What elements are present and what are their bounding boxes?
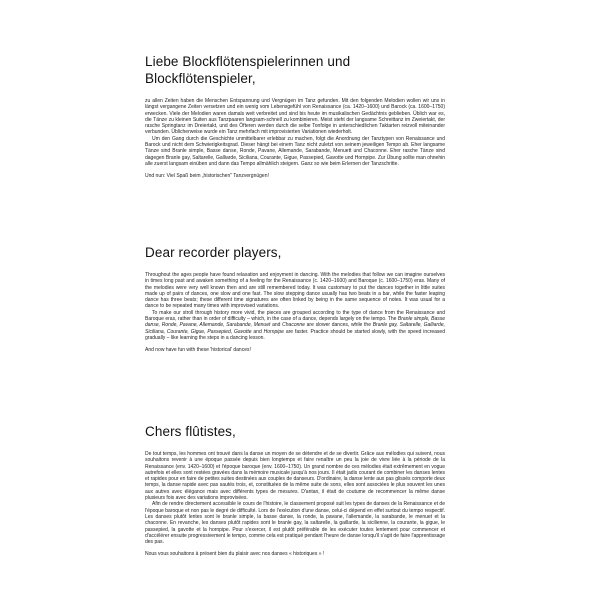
german-closing: Und nun: Viel Spaß beim „historischen" Tanzvergnügen! [145, 173, 269, 180]
english-p2-chaconne: Chaconne [282, 322, 305, 329]
english-p2-text-c: are slower dances, while the [304, 322, 373, 329]
english-paragraph-1: Throughout the ages people have found relaxation and enjoyment in dancing. With the melodies that follow we can imagine ourselves in times long past and awaken something of a feeling for the Renaissance (c. 1420–1600) and Baroque (c. 1600–1750) eras. Many of the melodies were very well known then and are still remembered today. It was customary to put the dances together in little suites made up of pairs of dances, one slow and one fast. The slow stepping dance usually has two beats in a bar, while the faster leaping dance has three beats; these different time signatures are often linked by being in the same sequence of notes. It was usual for a dance to be repeated many times with improvised variations. [145, 272, 445, 310]
french-paragraph-1: De tout temps, les hommes ont trouvé dans la danse un moyen de se détendre et de se divertir. Grâce aux mélodies qui suivent, nous souhaitons revenir à une époque passée depuis bien longtemps et faire renaître un peu la joie de vivre liée à la période de la Renaissance (env. 1420–1600) et l'époque baroque (env. 1600–1750). Un grand nombre de ces mélodies était extrêmement en vogue autrefois et elles sont restées gravées dans la mémoire musicale jusqu'à nos jours. Il était jadis courant de combiner les danses lentes et rapides pour en faire de petites suites destinées aux couples de danseurs. D'ordinaire, la danse lente aux pas glissés comporte deux temps, la danse rapide avec pas sautés trois, et, constituées de la même suite de sons, elles sont associées le plus souvent les unes aux autres avec élégance mais avec différents types de mesures. D'antan, il était de coutume de recommencer la même danse plusieurs fois avec des variations improvisées. [145, 451, 445, 502]
french-heading: Chers flûtistes, [145, 424, 236, 439]
german-paragraph-2: Um den Gang durch die Geschichte unmittelbarer erlebbar zu machen, folgt die Anordnung der Tanztypen von Renaissance und Barock und nicht dem Schwierigkeitsgrad. Dieser hängt bei einem Tanz nicht zuletzt von seinem jeweiligen Tempo ab. Eher langsame Tänze sind Branle simple, Basse danse, Ronde, Pavane, Allemande, Sarabande, Menuett und Chaconne. Eher rasche Tänze sind dagegen Branle gay, Saltarelle, Galliarde, Siciliana, Courante, Gigue, Passepied, Gavotte und Hornpipe. Zur Übung sollte man ohnehin alle zuerst langsam einüben und dann das Tempo allmählich steigern. Ganz so wie beim Erlernen der Tanzschritte. [145, 135, 445, 167]
english-p2-text-a: To make our stroll through history more vivid, the pieces are grouped according to the type of dance from the Renaissance and Baroque eras, rather than in order of difficulty – which, in the case of a dance, depends largely on the tempo. The [145, 309, 445, 323]
english-section [145, 244, 445, 354]
french-paragraph-2: Afin de rendre directement accessible le cours de l'histoire, le classement proposé suit les types de danses de la Renaissance et de l'époque baroque et non pas le degré de difficulté. Lors de l'exécution d'une danse, celui-ci dépend en effet surtout du tempo respectif. Les danses plutôt lentes sont le branle simple, la basse danse, la ronde, la pavane, l'allemande, la sarabande, le menuet et la chaconne. En revanche, les danses plutôt rapides sont le branle gay, la saltarelle, la gaillarde, la sicilienne, la courante, la gigue, le passepied, la gavotte et la hornpipe. Pour s'exercer, il est plutôt préférable de les exécuter toutes lentement pour commencer et d'accélérer ensuite progressivement le tempo, comme cela est pratiqué pendant l'heure de danse lorsqu'il s'agit de faire l'apprentissage des pas. [145, 501, 445, 546]
english-p2-text-b: and [270, 322, 283, 329]
english-p2-fast-dances: Branle gay, Saltarelle, Galliarde, Siciliana, Courante, Gigue, Passepied, Gavotte [145, 322, 445, 335]
english-paragraph-2 [145, 310, 445, 341]
english-p2-text-d: and [251, 328, 264, 335]
english-p2-slow-dances: Branle simple, Basse danse, Ronde, Pavane, Allemande, Sarabande, Menuet [145, 316, 446, 329]
french-closing: Nous vous souhaitons à présent bien du plaisir avec nos danses « historiques » ! [145, 551, 325, 558]
french-section [145, 423, 445, 558]
english-p2-text-e: are faster. Practice should be started slowly, with the speed increased gradually – like learning the steps in a dancing lesson. [145, 328, 445, 341]
german-section [145, 53, 445, 180]
english-p2-hornpipe: Hornpipe [263, 328, 284, 335]
english-heading: Dear recorder players, [145, 245, 282, 260]
english-closing: And now have fun with these 'historical' dances! [145, 347, 251, 354]
german-heading: Liebe Blockflötenspielerinnen und Blockflötenspieler, [145, 54, 351, 86]
german-paragraph-1: zu allen Zeiten haben die Menschen Entspannung und Vergnügen im Tanz gefunden. Mit den folgenden Melodien wollen wir uns in längst vergangene Zeiten versetzen und ein wenig vom Lebensgefühl von Renaissance (ca. 1420–1600) und Barock (ca. 1600–1750) erwecken. Viele der Melodien waren damals weit verbreitet und sind bis heute im musikalischen Gedächtnis geblieben. Üblich war es, die Tänze zu kleinen Suiten aus Tanzpaaren langsam-schnell zu kombinieren. Meist steht der langsame Schreittanz im Zweiertakt, der rasche Springtanz im Dreiertakt, und des Öfteren werden durch die selbe Tonfolge in unterschiedlichen Taktarten reizvoll miteinander verbunden. Üblicherweise wurde ein Tanz mehrfach mit improvisierten Variationen wiederholt. [145, 98, 445, 136]
